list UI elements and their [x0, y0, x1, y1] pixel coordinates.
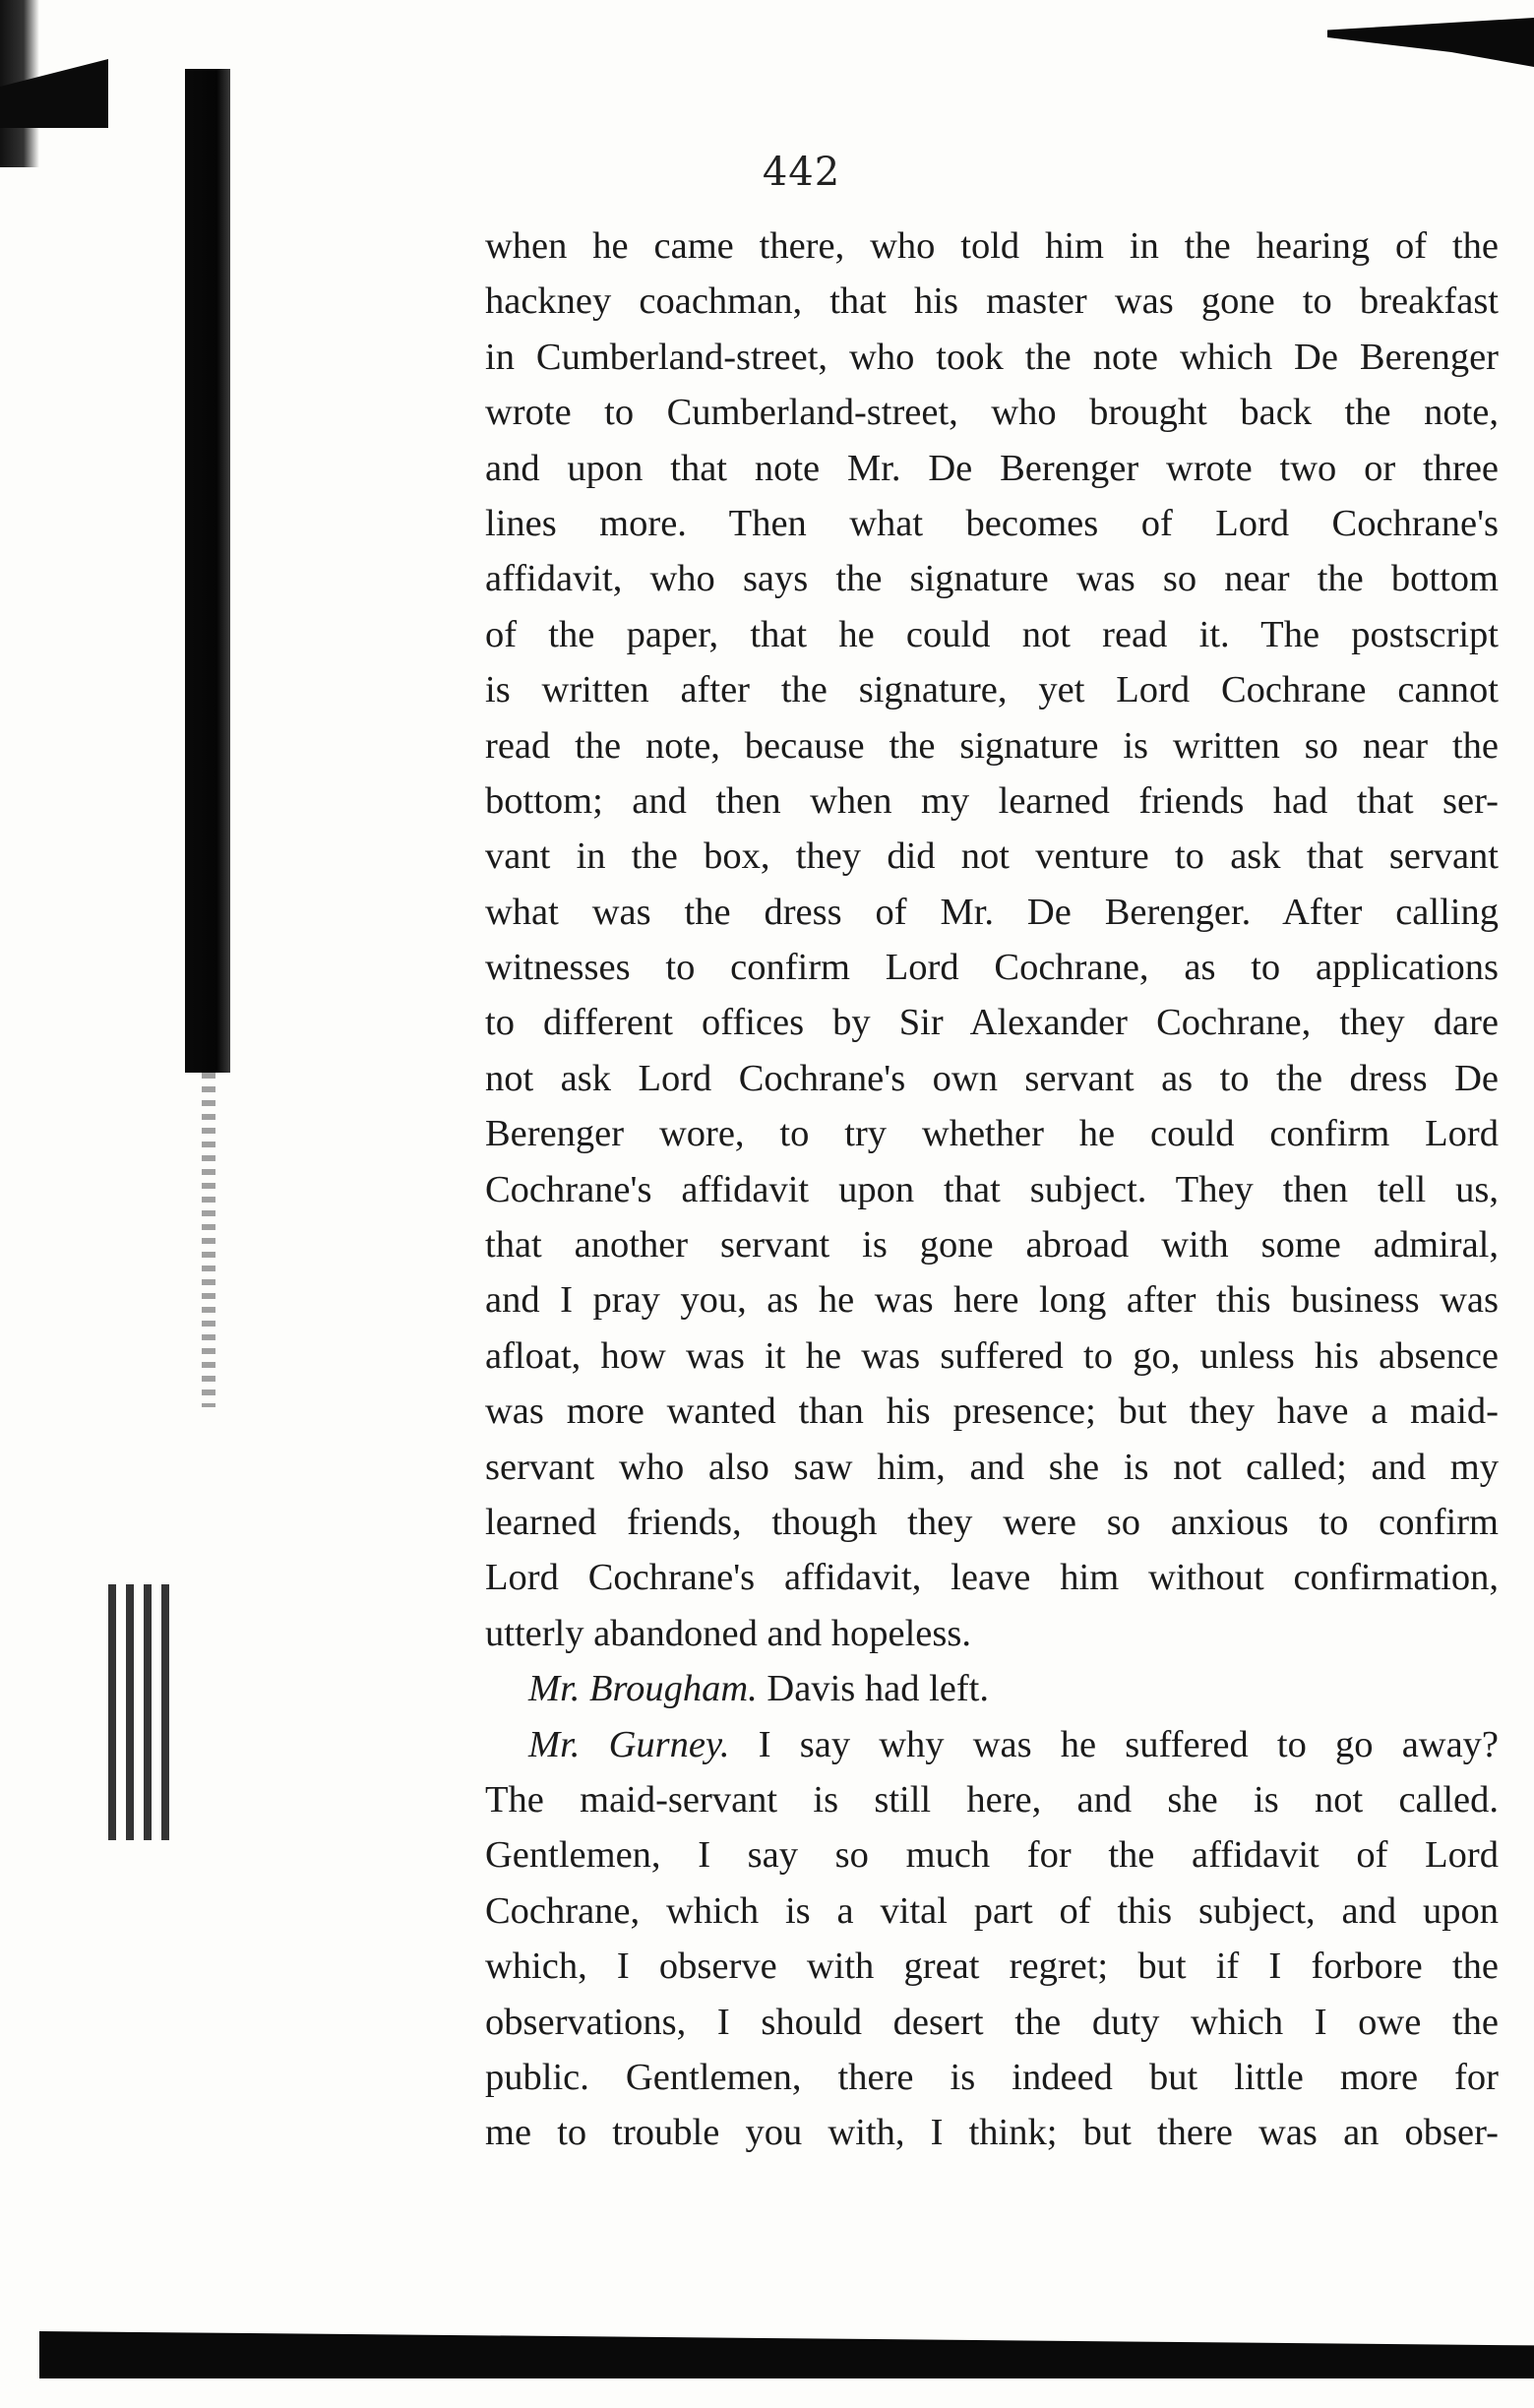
text-line: is written after the signature, yet Lord Cochrane cannot	[485, 669, 1499, 711]
text-line: lines more. Then what becomes of Lord Cochrane's	[485, 502, 1499, 544]
page-number: 442	[762, 150, 841, 195]
text-line: which, I observe with great regret; but if I forbore the	[485, 1945, 1499, 1988]
text-line: public. Gentlemen, there is indeed but little more for	[485, 2056, 1499, 2098]
text-line: of the paper, that he could not read it. The postscript	[485, 613, 1499, 655]
speech-brougham	[485, 1661, 1499, 1716]
speaker-name: Mr. Gurney.	[528, 1723, 730, 1765]
text-line: observations, I should desert the duty which I owe the	[485, 2001, 1499, 2043]
text-line: wrote to Cumberland-street, who brought back the note,	[485, 392, 1499, 434]
scan-artifact-top-right	[1327, 18, 1534, 67]
binding-edge-lower-mark	[108, 1584, 177, 1840]
text-line: to different offices by Sir Alexander Cochrane, they dare	[485, 1002, 1499, 1044]
text-line: when he came there, who told him in the hearing of the	[485, 225, 1499, 267]
text-line: Gentlemen, I say so much for the affidavit of Lord	[485, 1834, 1499, 1877]
text-line: afloat, how was it he was suffered to go, unless his absence	[485, 1334, 1499, 1377]
text-line: and I pray you, as he was here long after this business was	[485, 1279, 1499, 1322]
text-line: read the note, because the signature is written so near the	[485, 724, 1499, 767]
text-line: Berenger wore, to try whether he could confirm Lord	[485, 1113, 1499, 1155]
speech-text: I say why was he suffered to go away?	[758, 1723, 1500, 1765]
text-line: servant who also saw him, and she is not called; and my	[485, 1446, 1499, 1488]
text-line: what was the dress of Mr. De Berenger. After calling	[485, 891, 1499, 933]
speech-text: Davis had left.	[767, 1668, 990, 1710]
binding-edge-shadow	[185, 69, 230, 1073]
scan-artifact-bottom-edge	[39, 2331, 1534, 2378]
text-line: affidavit, who says the signature was so near the bottom	[485, 558, 1499, 600]
speaker-name: Mr. Brougham.	[528, 1668, 758, 1710]
text-line: Lord Cochrane's affidavit, leave him without confirmation,	[485, 1557, 1499, 1599]
text-line: Cochrane, which is a vital part of this subject, and upon	[485, 1889, 1499, 1932]
text-line: utterly abandoned and hopeless.	[485, 1612, 971, 1654]
speech-gurney	[485, 1717, 1499, 1772]
text-line: and upon that note Mr. De Berenger wrote two or three	[485, 447, 1499, 489]
text-line: Cochrane's affidavit upon that subject. They then tell us,	[485, 1168, 1499, 1210]
text-line: not ask Lord Cochrane's own servant as to the dress De	[485, 1057, 1499, 1099]
text-line: me to trouble you with, I think; but there was an obser-	[485, 2112, 1499, 2154]
text-line: bottom; and then when my learned friends had that ser-	[485, 779, 1499, 822]
text-line: was more wanted than his presence; but they have a maid-	[485, 1390, 1499, 1433]
text-line: hackney coachman, that his master was gone to breakfast	[485, 280, 1499, 323]
text-line: that another servant is gone abroad with some admiral,	[485, 1224, 1499, 1266]
binding-edge-speckle	[202, 1073, 215, 1407]
body-text	[485, 218, 1499, 2161]
text-line: learned friends, though they were so anxious to confirm	[485, 1501, 1499, 1543]
text-line: in Cumberland-street, who took the note which De Berenger	[485, 336, 1499, 378]
text-line: The maid-servant is still here, and she is not called.	[485, 1778, 1499, 1821]
text-line: vant in the box, they did not venture to ask that servant	[485, 835, 1499, 878]
text-line: witnesses to confirm Lord Cochrane, as to applications	[485, 947, 1499, 989]
